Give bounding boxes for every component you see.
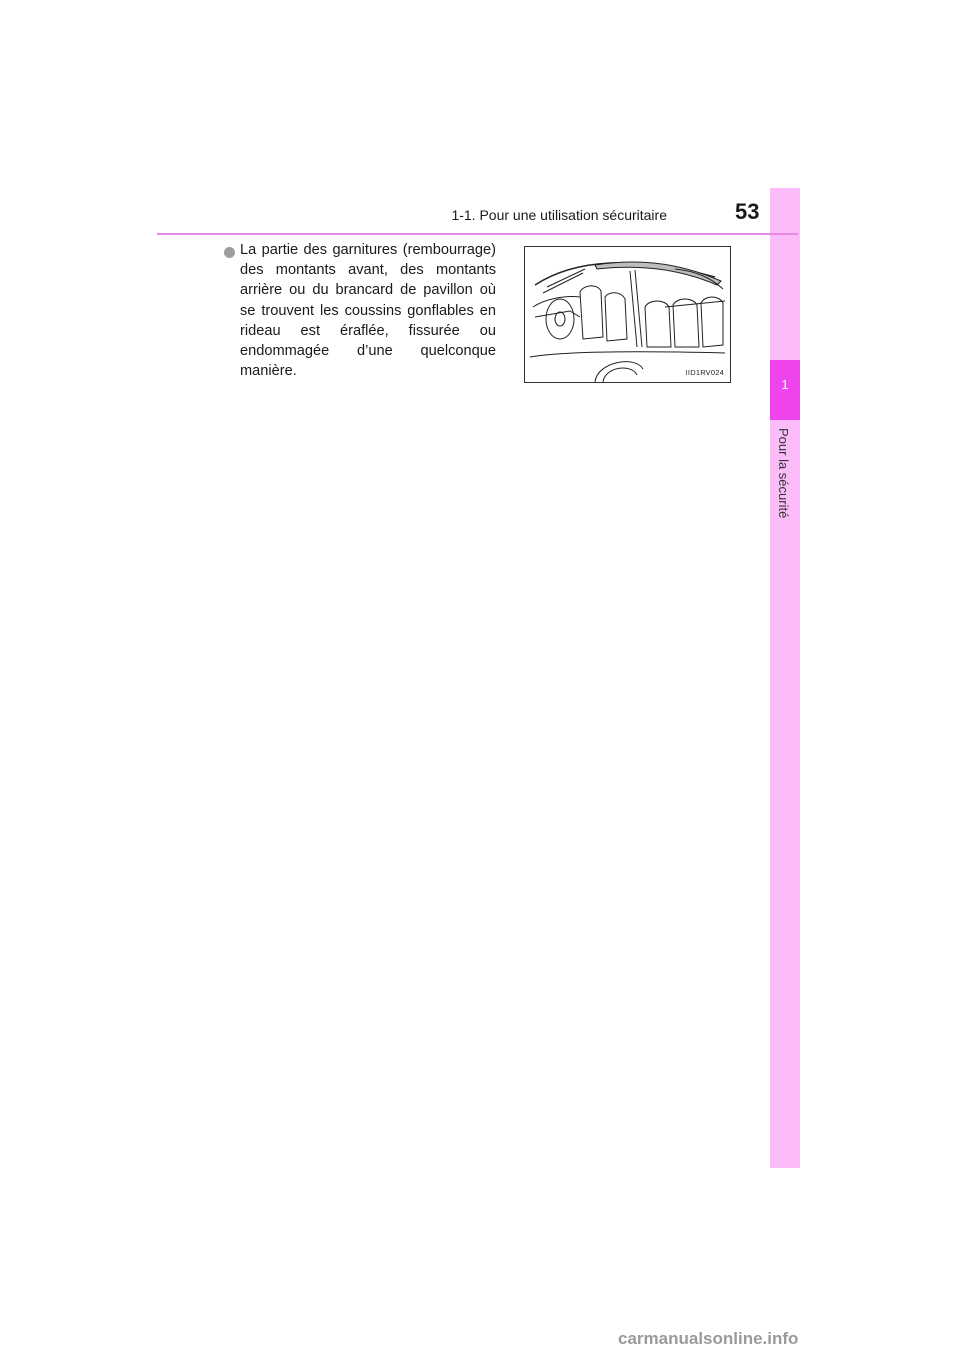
- watermark: carmanualsonline.info: [618, 1329, 799, 1348]
- section-title: 1-1. Pour une utilisation sécuritaire: [451, 207, 667, 223]
- figure-code: IID1RV024: [685, 368, 724, 377]
- header-rule: [157, 233, 798, 235]
- car-interior-drawing: [525, 247, 730, 382]
- chapter-number: 1: [781, 377, 789, 392]
- chapter-number-tab: [770, 360, 800, 420]
- car-interior-illustration: [524, 246, 731, 383]
- side-tab: [770, 188, 800, 1168]
- chapter-title: Pour la sécurité: [776, 428, 791, 519]
- bullet-icon: [224, 247, 235, 258]
- page-number: 53: [735, 199, 760, 224]
- bullet-paragraph: La partie des garnitures (rembourrage) des montants avant, des montants arrière ou du brancard de pavillon où se trouvent les coussins gonflables en rideau est éraflée, fissurée ou endommagée d’une quelconque manière.: [240, 242, 496, 380]
